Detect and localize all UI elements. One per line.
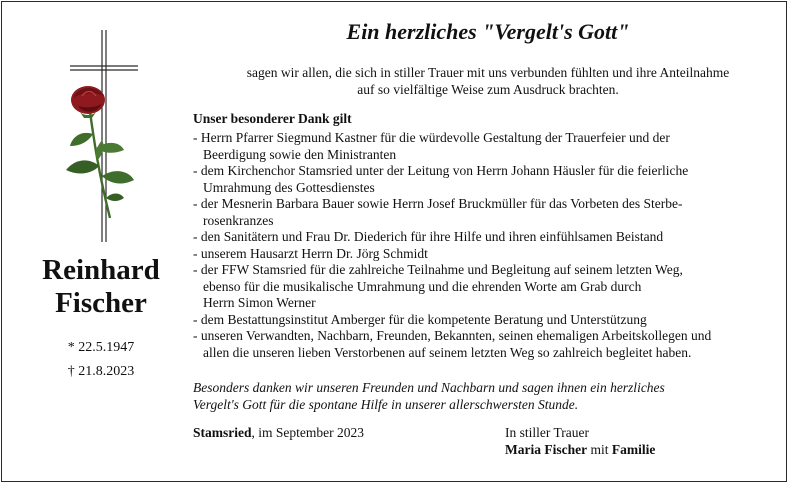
- thanks-item: - unseren Verwandten, Nachbarn, Freunden, Bekannten, seinen ehemaligen Arbeitskollegen und allen die unseren lieben Verstorbenen auf seinem letzten Weg so zahlreich begleitet haben.: [193, 328, 775, 361]
- closing-text: [193, 379, 775, 413]
- place: Stamsried: [193, 425, 252, 440]
- death-date: † 21.8.2023: [67, 364, 135, 379]
- thanks-item: - der FFW Stamsried für die zahlreiche Teilnahme und Begleitung auf seinem letzten Weg, ebenso für die musikalische Umrahmung und die ehrenden Worte am Grab durch Herrn Simon Werner: [193, 262, 775, 312]
- mourner-name: Maria Fischer: [505, 442, 588, 457]
- closing-line: Besonders danken wir unseren Freunden und Nachbarn und sagen ihnen ein herzliches: [193, 380, 665, 395]
- intro-text: [201, 64, 775, 98]
- cross-with-rose-icon: [36, 30, 166, 250]
- mourners: [505, 441, 655, 458]
- mourning-note: In stiller Trauer: [505, 425, 589, 440]
- birth-date: * 22.5.1947: [67, 340, 135, 355]
- date: , im September 2023: [251, 425, 364, 440]
- thanks-item: - dem Bestattungsinstitut Amberger für die kompetente Beratung und Unterstützung: [193, 312, 775, 329]
- intro-line: auf so vielfältige Weise zum Ausdruck brachten.: [357, 82, 619, 97]
- thanks-item: - unserem Hausarzt Herrn Dr. Jörg Schmidt: [193, 246, 775, 263]
- closing-line: Vergelt's Gott für die spontane Hilfe in unserer allerschwersten Stunde.: [193, 397, 579, 412]
- deceased-panel: [8, 20, 194, 460]
- thanks-list: [193, 130, 775, 361]
- place-date: [193, 424, 364, 441]
- thanks-item: - dem Kirchenchor Stamsried unter der Leitung von Herrn Johann Häusler für die feierliche Umrahmung des Gottesdienstes: [193, 163, 775, 196]
- footer: [193, 424, 775, 460]
- deceased-first-name: Reinhard: [42, 254, 160, 286]
- thanks-panel: [193, 18, 775, 460]
- thanks-heading: Unser besonderer Dank gilt: [193, 111, 352, 126]
- intro-line: sagen wir allen, die sich in stiller Trauer mit uns verbunden fühlten und ihre Anteilnahme: [246, 65, 730, 80]
- thanks-item: - Herrn Pfarrer Siegmund Kastner für die würdevolle Gestaltung der Trauerfeier und der Beerdigung sowie den Ministranten: [193, 130, 775, 163]
- deceased-last-name: Fischer: [55, 287, 147, 319]
- mourner-family: Familie: [611, 442, 656, 457]
- headline: Ein herzliches "Vergelt's Gott": [346, 19, 630, 44]
- mourner-connector: mit: [587, 442, 612, 457]
- thanks-item: - den Sanitätern und Frau Dr. Diederich für ihre Hilfe und ihren einfühlsamen Beistand: [193, 229, 775, 246]
- rose-icon: [66, 86, 134, 218]
- signature: [505, 424, 655, 458]
- thanks-item: - der Mesnerin Barbara Bauer sowie Herrn Josef Bruckmüller für das Vorbeten des Sterbe- rosenkranzes: [193, 196, 775, 229]
- life-dates: [8, 336, 194, 384]
- deceased-name: [8, 254, 194, 320]
